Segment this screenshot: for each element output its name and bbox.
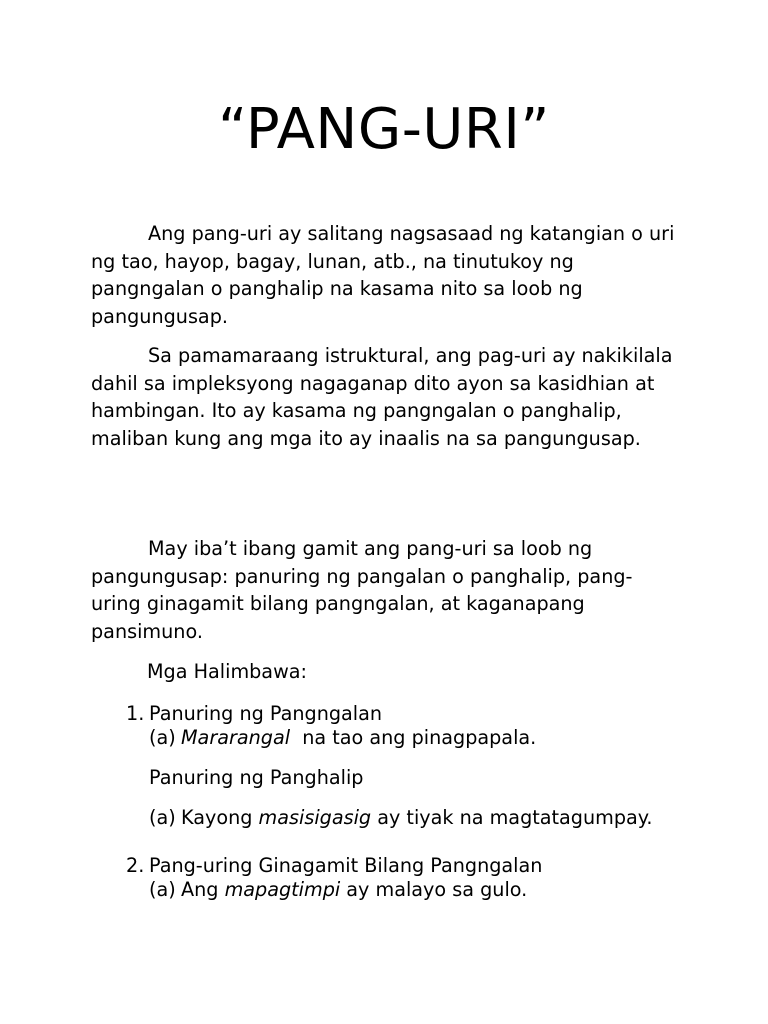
example-sentence-2: [181, 804, 653, 831]
list-item-heading-1: Panuring ng Pangngalan: [149, 702, 383, 725]
paragraph-uses: May iba’t ibang gamit ang pang-uri sa loob ng pangungusap: panuring ng pangalan o panghalip, pang-uring ginagamit bilang pangngalan, at kaganapang pansimuno.: [91, 537, 633, 643]
example-before-2: Kayong: [181, 806, 259, 829]
example-rest-1: na tao ang pinagpapala.: [290, 726, 537, 749]
example-marker-1: (a): [149, 726, 176, 749]
example-rest-3: ay malayo sa gulo.: [340, 878, 528, 901]
example-adjective-2: masisigasig: [258, 806, 372, 829]
example-adjective-1: Mararangal: [181, 726, 291, 749]
example-rest-2: ay tiyak na magtatagumpay.: [371, 806, 653, 829]
example-sentence-1: [181, 724, 536, 751]
list-item-heading-2: Pang-uring Ginagamit Bilang Pangngalan: [149, 854, 543, 877]
example-adjective-3: mapagtimpi: [224, 878, 341, 901]
examples-heading: Mga Halimbawa:: [147, 660, 307, 683]
list-number-2: 2.: [126, 854, 145, 877]
document-title: “PANG-URI”: [218, 97, 550, 162]
example-before-3: Ang: [181, 878, 225, 901]
list-number-1: 1.: [126, 702, 145, 725]
paragraph-structural: Sa pamamaraang istruktural, ang pag-uri ay nakikilala dahil sa impleksyong nagaganap dito ayon sa kasidhian at hambingan. Ito ay kasama ng pangngalan o panghalip, maliban kung ang mga ito ay inaalis na sa pangungusap.: [91, 344, 673, 450]
example-sentence-3: [181, 876, 527, 903]
example-marker-2: (a): [149, 806, 176, 829]
list-item-heading-panghalip: Panuring ng Panghalip: [149, 766, 364, 789]
example-marker-3: (a): [149, 878, 176, 901]
paragraph-definition: Ang pang-uri ay salitang nagsasaad ng katangian o uri ng tao, hayop, bagay, lunan, atb., na tinutukoy ng pangngalan o panghalip na kasama nito sa loob ng pangungusap.: [91, 222, 675, 328]
